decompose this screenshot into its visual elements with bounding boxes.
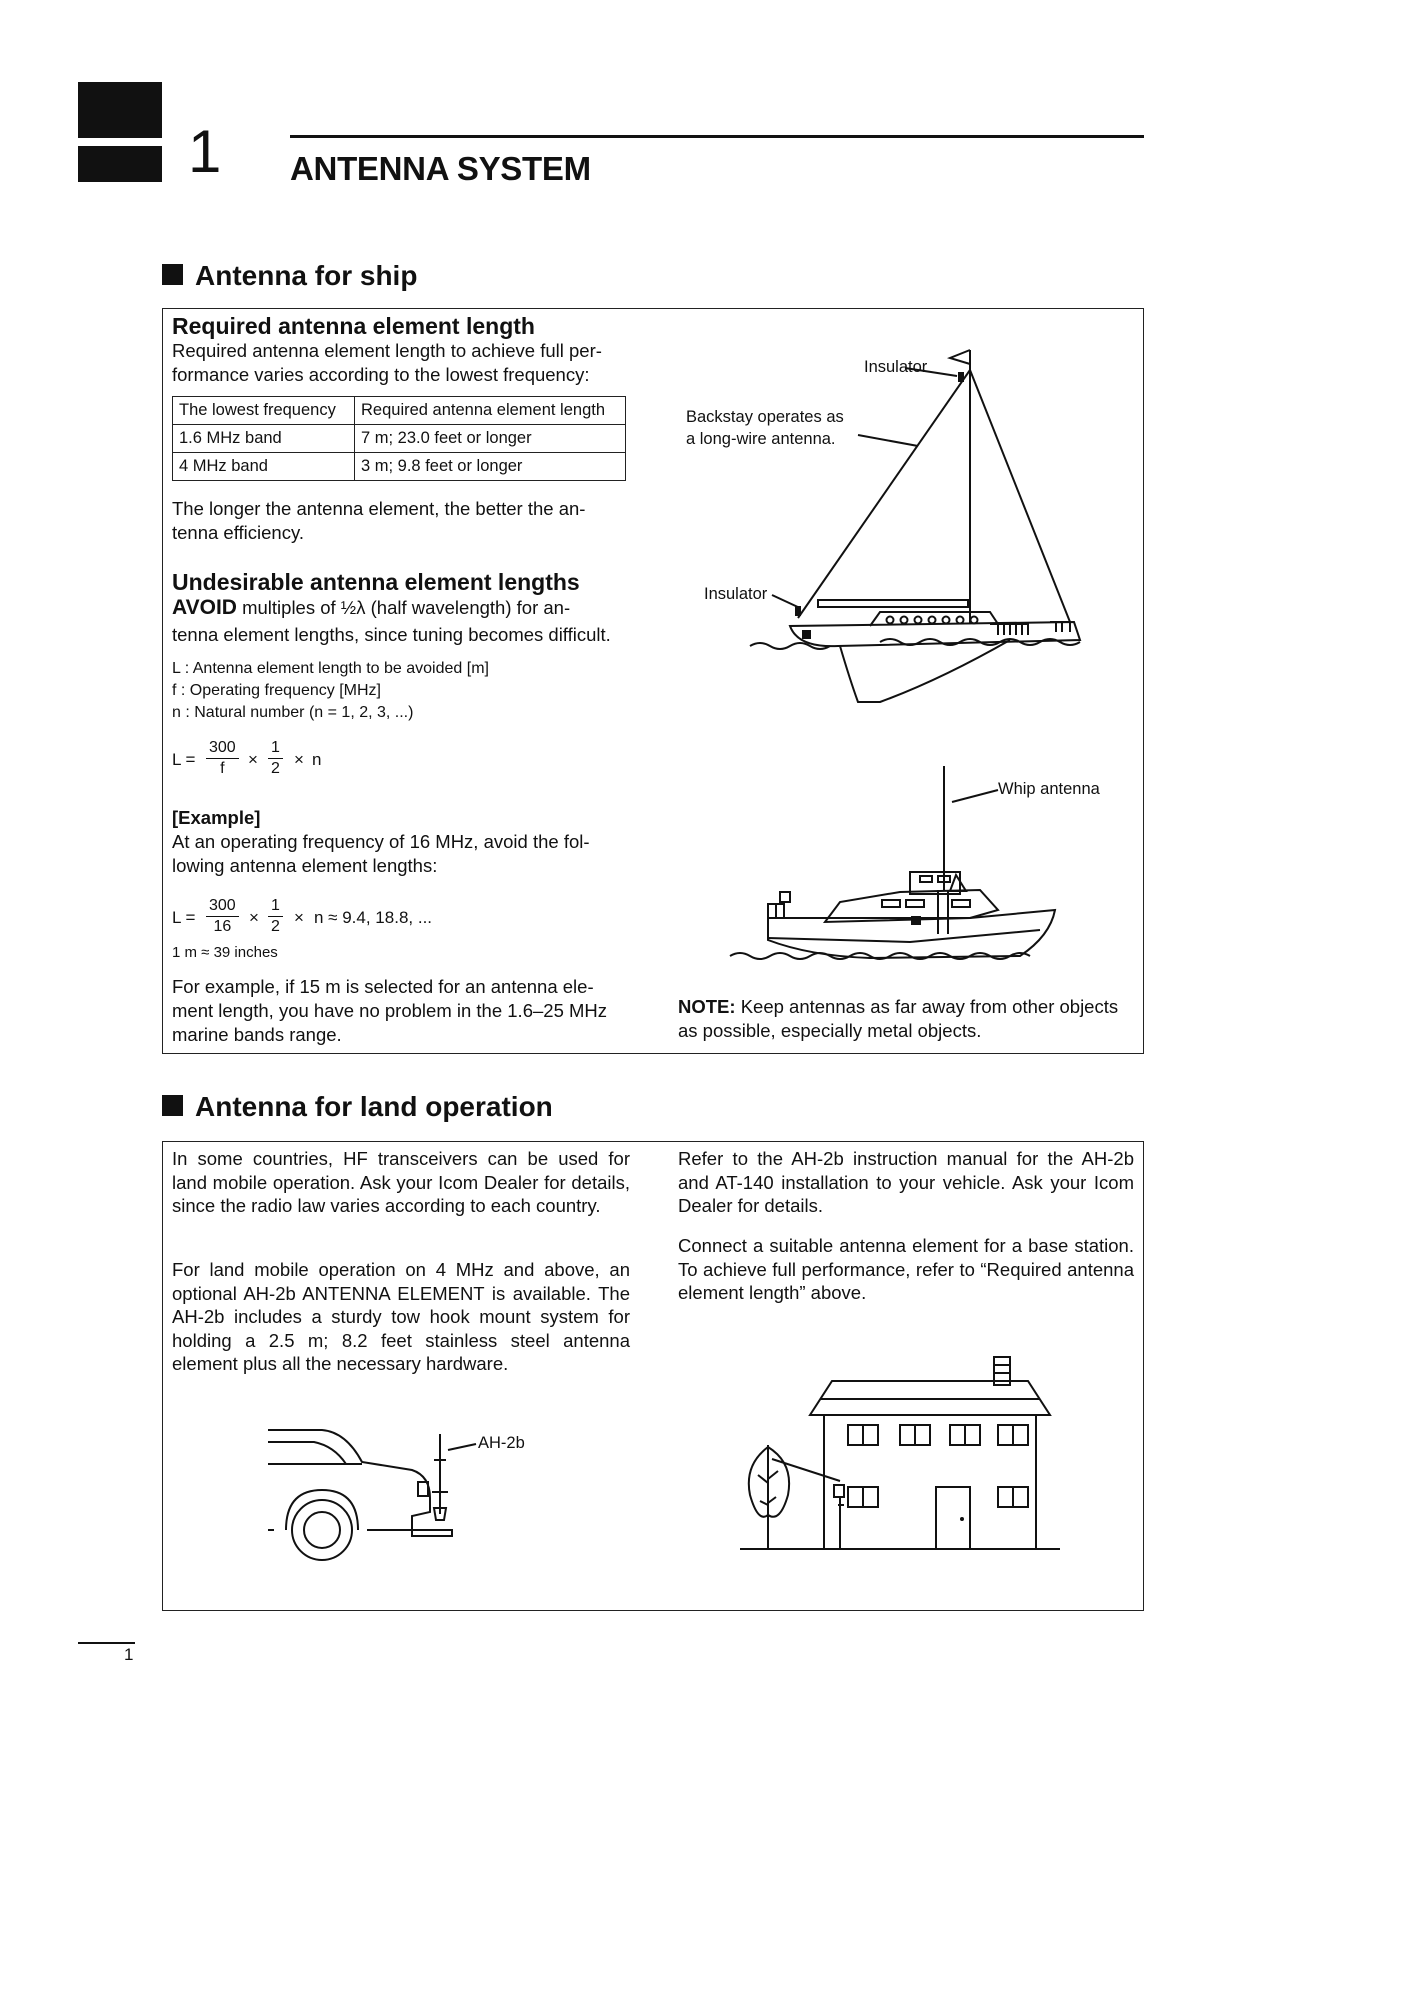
frequency-table — [172, 396, 626, 481]
formula-fraction-300-f: $\frac{300}{f}$ — [206, 738, 239, 779]
avoid-line2: tenna element lengths, since tuning becomes difficult. — [172, 624, 611, 645]
door-knob-icon — [960, 1517, 964, 1521]
conversion-note: 1 m ≈ 39 inches — [172, 944, 278, 961]
note-line1 — [678, 995, 1118, 1019]
table-cell: 1.6 MHz band — [173, 425, 355, 453]
tuner-box-icon — [802, 630, 811, 639]
label-backstay-line1: Backstay operates as — [686, 408, 844, 426]
formula2-fraction-300-16: $\frac{300}{16}$ — [206, 896, 239, 937]
chapter-rule — [290, 135, 1144, 138]
label-ah-2b: AH-2b — [478, 1434, 525, 1452]
formula2-L: L = — [172, 908, 196, 927]
label-whip-antenna: Whip antenna — [998, 780, 1100, 798]
fifteen-line3: marine bands range. — [172, 1024, 342, 1045]
land-left-paragraph2: For land mobile operation on 4 MHz and above, an optional AH-2b ANTENNA ELEMENT is available. The AH-2b includes a sturdy tow hook mount system for holding a 2.5 m; 8.2 feet stainless steel antenna element plus all the necessary hardware. — [172, 1259, 630, 1374]
sailboat-illustration — [680, 340, 1140, 720]
table-cell: 3 m; 9.8 feet or longer — [355, 453, 626, 481]
formula2-times: × — [249, 908, 259, 927]
page-footer-rule — [78, 1642, 135, 1644]
note-text: Keep antennas as far away from other objects — [735, 996, 1119, 1017]
land-right-paragraph1: Refer to the AH-2b instruction manual for the AH-2b and AT-140 installation to your vehicle. Ask your Icom Dealer for details. — [678, 1148, 1134, 1216]
example-line1: At an operating frequency of 16 MHz, avoid the fol- — [172, 831, 590, 852]
longer-line1: The longer the antenna element, the better the an- — [172, 498, 586, 519]
avoid-word: AVOID — [172, 596, 237, 619]
table-row — [173, 425, 626, 453]
formula2-result: n ≈ 9.4, 18.8, ... — [314, 908, 433, 927]
fifteen-line1: For example, if 15 m is selected for an antenna ele- — [172, 976, 594, 997]
car-illustration — [262, 1420, 482, 1570]
formula-times: × — [248, 750, 258, 769]
table-cell: 7 m; 23.0 feet or longer — [355, 425, 626, 453]
definition-L: L : Antenna element length to be avoided [m] — [172, 660, 489, 677]
chapter-tab-block-top — [78, 82, 162, 138]
formula-n: n — [312, 750, 322, 769]
avoid-line1 — [172, 596, 570, 620]
insulator-top-icon — [958, 372, 964, 382]
page-number: 1 — [124, 1645, 134, 1664]
required-intro-line1: Required antenna element length to achieve full per- — [172, 340, 602, 361]
label-insulator-top: Insulator — [864, 358, 928, 376]
formula-L: L = — [172, 750, 196, 769]
example-line2: lowing antenna element lengths: — [172, 855, 438, 876]
formula-fraction-1-2: $\frac{1}{2}$ — [268, 738, 283, 779]
fifteen-line2: ment length, you have no problem in the 1.6–25 MHz — [172, 1000, 608, 1021]
definition-f: f : Operating frequency [MHz] — [172, 682, 381, 699]
table-row — [173, 453, 626, 481]
example-label: [Example] — [172, 807, 261, 828]
chapter-number: 1 — [188, 118, 222, 185]
house-illustration — [740, 1355, 1060, 1555]
avoid-rest: multiples of ½λ (half wavelength) for an- — [236, 597, 571, 618]
required-intro-line2: formance varies according to the lowest frequency: — [172, 364, 590, 385]
section-title-land: Antenna for land operation — [162, 1091, 553, 1123]
note-line2: as possible, especially metal objects. — [678, 1020, 982, 1041]
note-label: NOTE: — [678, 996, 736, 1017]
table-header-cell: Required antenna element length — [355, 397, 626, 425]
longer-line2: tenna efficiency. — [172, 522, 304, 543]
formula-times2: × — [294, 750, 304, 769]
section-bullet-icon — [162, 264, 183, 285]
section-title-ship: Antenna for ship — [162, 260, 417, 292]
land-left-paragraph1: In some countries, HF transceivers can be used for land mobile operation. Ask your Icom Dealer for details, since the radio law varies according to each country. — [172, 1148, 630, 1216]
definition-n: n : Natural number (n = 1, 2, 3, ...) — [172, 704, 414, 721]
section-bullet-icon — [162, 1095, 183, 1116]
required-length-heading: Required antenna element length — [172, 313, 535, 339]
land-right-paragraph2: Connect a suitable antenna element for a base station. To achieve full performance, refer to “Required antenna element length” above. — [678, 1235, 1134, 1303]
undesirable-heading: Undesirable antenna element lengths — [172, 569, 580, 595]
chapter-tab-block-bottom — [78, 146, 162, 182]
chapter-title: ANTENNA SYSTEM — [290, 150, 591, 187]
formula2-fraction-1-2: $\frac{1}{2}$ — [268, 896, 283, 937]
table-header-cell: The lowest frequency — [173, 397, 355, 425]
insulator-bottom-icon — [795, 606, 801, 616]
table-header-row — [173, 397, 626, 425]
label-backstay-line2: a long-wire antenna. — [686, 430, 836, 448]
formula2-times2: × — [294, 908, 304, 927]
tuner-box-icon — [911, 916, 921, 925]
table-cell: 4 MHz band — [173, 453, 355, 481]
label-insulator-bottom: Insulator — [704, 585, 768, 603]
